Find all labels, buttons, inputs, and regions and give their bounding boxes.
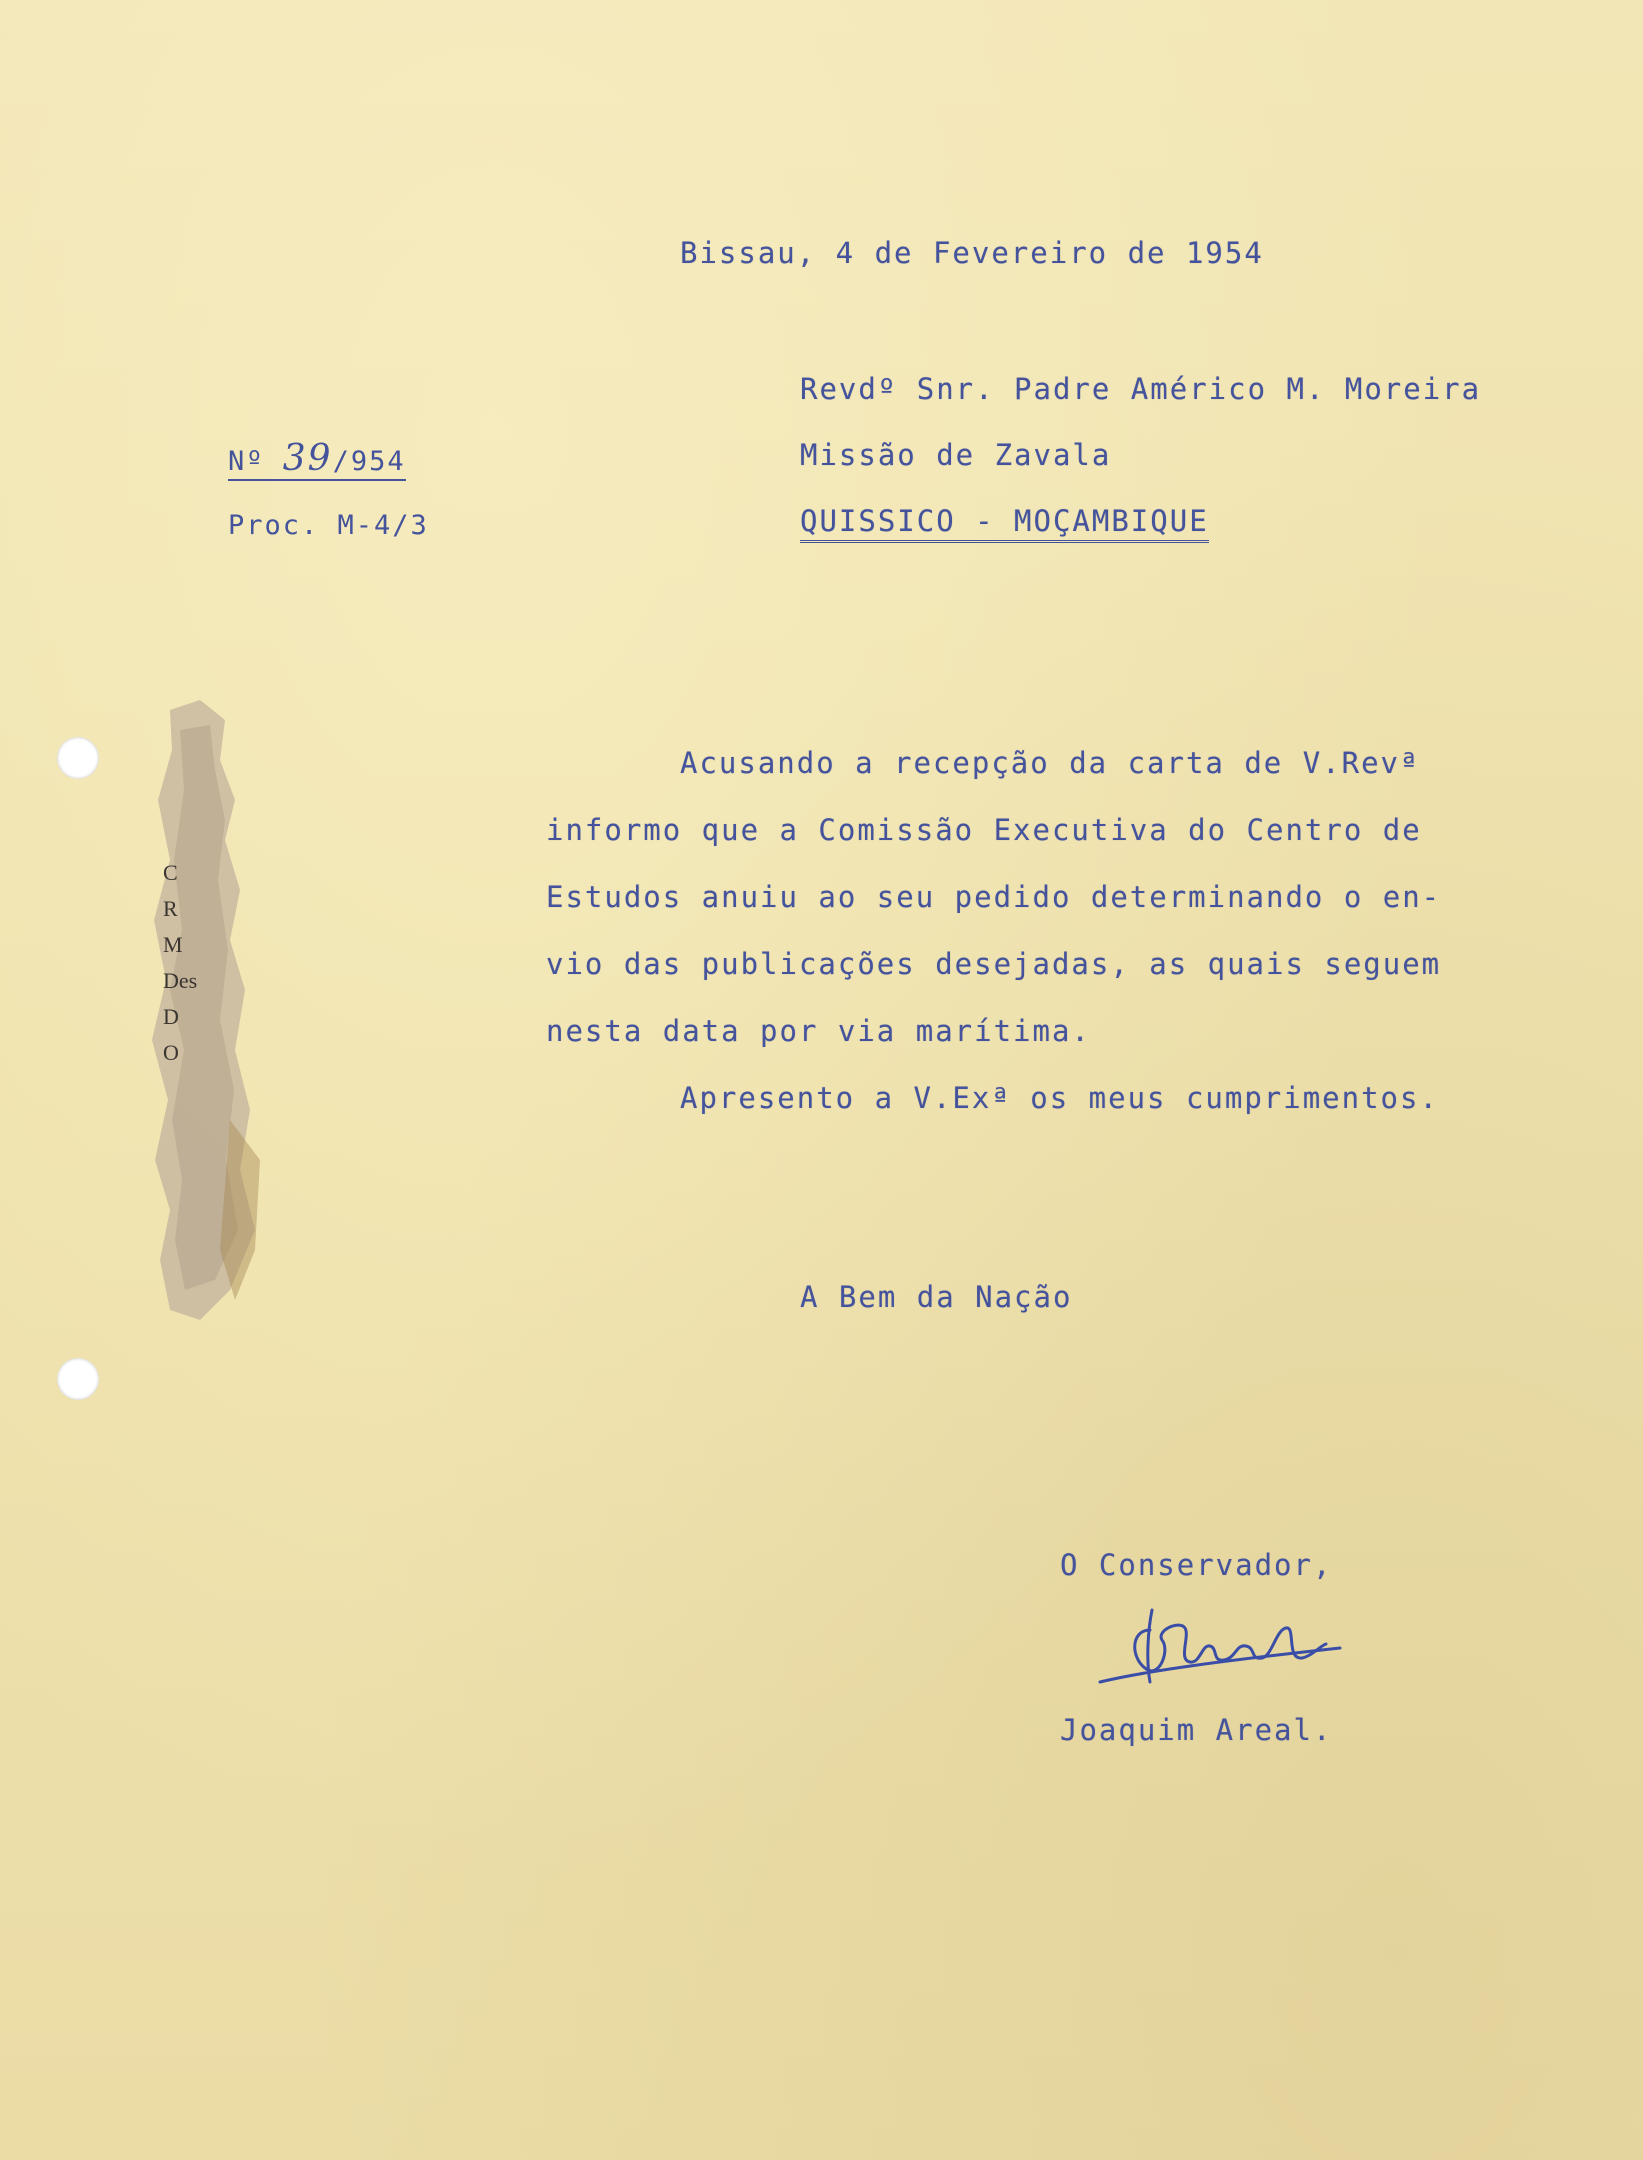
body-line-4: vio das publicações desejadas, as quais seguem: [546, 947, 1442, 981]
torn-paper-strip: [130, 690, 270, 1340]
body-line-5: nesta data por via marítima.: [546, 1014, 1091, 1048]
strip-letter: R: [163, 896, 178, 921]
signatory-title: O Conservador,: [1060, 1548, 1333, 1582]
strip-letter: Des: [163, 968, 198, 993]
recipient-line-1: Revdº Snr. Padre Américo M. Moreira: [800, 372, 1482, 406]
punch-hole-top: [57, 737, 99, 779]
punch-hole-bottom: [57, 1358, 99, 1400]
body-closing: Apresento a V.Exª os meus cumprimentos.: [680, 1081, 1439, 1115]
body-line-1: Acusando a recepção da carta de V.Revª: [680, 746, 1420, 780]
recipient-line-2: Missão de Zavala: [800, 438, 1112, 472]
process-reference: Proc. M-4/3: [228, 510, 429, 541]
handwritten-signature: [1090, 1600, 1350, 1700]
recipient-line-3: QUISSICO - MOÇAMBIQUE: [800, 504, 1209, 543]
strip-letter: M: [163, 932, 183, 957]
reference-handwritten-number: 39: [282, 438, 333, 479]
strip-letter: C: [163, 860, 178, 885]
strip-letter: O: [163, 1040, 179, 1065]
reference-prefix: Nº: [228, 446, 265, 477]
place-date: Bissau, 4 de Fevereiro de 1954: [680, 236, 1264, 270]
torn-strip-letters: [163, 855, 197, 1071]
body-line-2: informo que a Comissão Executiva do Centro de: [546, 813, 1422, 847]
body-line-3: Estudos anuiu ao seu pedido determinando o en-: [546, 880, 1442, 914]
reference-number: [228, 438, 406, 481]
strip-letter: D: [163, 1004, 179, 1029]
salutation: A Bem da Nação: [800, 1280, 1073, 1314]
signatory-name: Joaquim Areal.: [1060, 1713, 1333, 1747]
reference-suffix: /954: [332, 446, 406, 477]
